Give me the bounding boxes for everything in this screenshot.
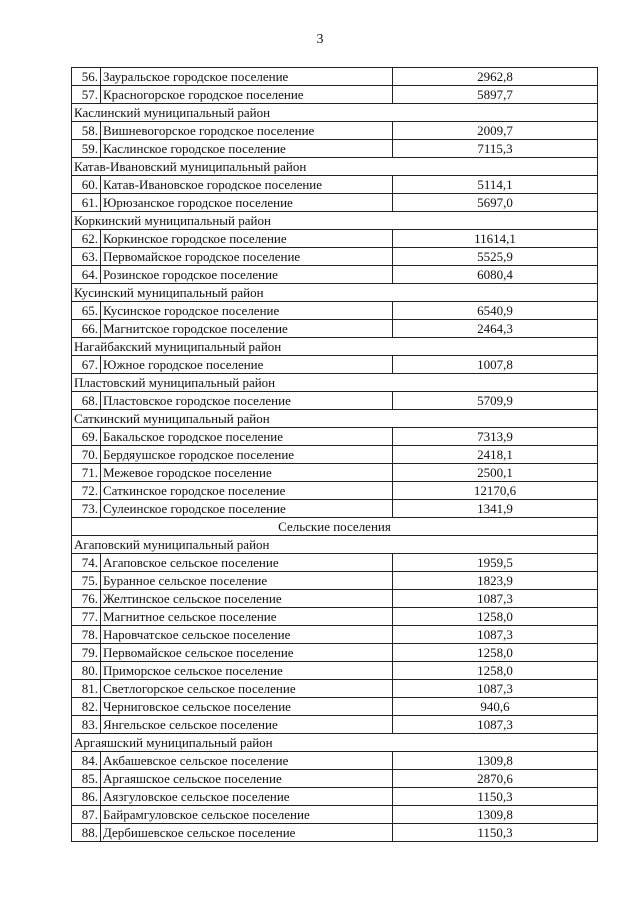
table-row: [72, 824, 598, 842]
row-number: 73.: [72, 500, 101, 518]
district-name: Катав-Ивановский муниципальный район: [72, 158, 598, 176]
district-name: Пластовский муниципальный район: [72, 374, 598, 392]
settlement-name: Аргаяшское сельское поселение: [101, 770, 393, 788]
amount-value: 940,6: [393, 698, 598, 716]
settlement-name: Бердяушское городское поселение: [101, 446, 393, 464]
row-number: 66.: [72, 320, 101, 338]
district-header-row: [72, 212, 598, 230]
amount-value: 11614,1: [393, 230, 598, 248]
row-number: 61.: [72, 194, 101, 212]
amount-value: 2962,8: [393, 68, 598, 86]
amount-value: 1959,5: [393, 554, 598, 572]
district-name: Коркинский муниципальный район: [72, 212, 598, 230]
amount-value: 12170,6: [393, 482, 598, 500]
row-number: 67.: [72, 356, 101, 374]
row-number: 75.: [72, 572, 101, 590]
table-row: [72, 86, 598, 104]
settlement-name: Каслинское городское поселение: [101, 140, 393, 158]
settlement-name: Южное городское поселение: [101, 356, 393, 374]
table-row: [72, 590, 598, 608]
table-row: [72, 644, 598, 662]
settlement-name: Янгельское сельское поселение: [101, 716, 393, 734]
page-number: 3: [316, 32, 324, 47]
amount-value: 1341,9: [393, 500, 598, 518]
amount-value: 1087,3: [393, 680, 598, 698]
amount-value: 7313,9: [393, 428, 598, 446]
row-number: 58.: [72, 122, 101, 140]
table-row: [72, 194, 598, 212]
row-number: 68.: [72, 392, 101, 410]
district-name: Аргаяшский муниципальный район: [72, 734, 598, 752]
amount-value: 1087,3: [393, 626, 598, 644]
table-body: [72, 68, 598, 842]
settlement-name: Зауральское городское поселение: [101, 68, 393, 86]
table-row: [72, 122, 598, 140]
amount-value: 6080,4: [393, 266, 598, 284]
amount-value: 5897,7: [393, 86, 598, 104]
district-header-row: [72, 536, 598, 554]
table-row: [72, 140, 598, 158]
table-row: [72, 482, 598, 500]
row-number: 72.: [72, 482, 101, 500]
row-number: 65.: [72, 302, 101, 320]
section-title: Сельские поселения: [72, 518, 598, 536]
table-row: [72, 572, 598, 590]
settlement-name: Черниговское сельское поселение: [101, 698, 393, 716]
table-row: [72, 68, 598, 86]
amount-value: 1258,0: [393, 644, 598, 662]
settlement-name: Магнитное сельское поселение: [101, 608, 393, 626]
amount-value: 2418,1: [393, 446, 598, 464]
row-number: 69.: [72, 428, 101, 446]
amount-value: 2464,3: [393, 320, 598, 338]
section-header-row: [72, 518, 598, 536]
settlement-name: Светлогорское сельское поселение: [101, 680, 393, 698]
table-row: [72, 266, 598, 284]
amount-value: 5114,1: [393, 176, 598, 194]
settlement-name: Акбашевское сельское поселение: [101, 752, 393, 770]
settlement-name: Катав-Ивановское городское поселение: [101, 176, 393, 194]
settlement-name: Кусинское городское поселение: [101, 302, 393, 320]
settlement-name: Байрамгуловское сельское поселение: [101, 806, 393, 824]
district-header-row: [72, 104, 598, 122]
row-number: 79.: [72, 644, 101, 662]
table-row: [72, 554, 598, 572]
amount-value: 1007,8: [393, 356, 598, 374]
table-row: [72, 392, 598, 410]
table-row: [72, 320, 598, 338]
row-number: 62.: [72, 230, 101, 248]
settlement-name: Магнитское городское поселение: [101, 320, 393, 338]
district-header-row: [72, 338, 598, 356]
settlement-name: Первомайское городское поселение: [101, 248, 393, 266]
amount-value: 7115,3: [393, 140, 598, 158]
amount-value: 5525,9: [393, 248, 598, 266]
district-name: Нагайбакский муниципальный район: [72, 338, 598, 356]
settlement-name: Коркинское городское поселение: [101, 230, 393, 248]
district-header-row: [72, 284, 598, 302]
district-name: Агаповский муниципальный район: [72, 536, 598, 554]
table-row: [72, 428, 598, 446]
settlement-name: Агаповское сельское поселение: [101, 554, 393, 572]
table-row: [72, 626, 598, 644]
table-row: [72, 464, 598, 482]
table-row: [72, 716, 598, 734]
table-row: [72, 446, 598, 464]
row-number: 82.: [72, 698, 101, 716]
amount-value: 1823,9: [393, 572, 598, 590]
settlement-name: Саткинское городское поселение: [101, 482, 393, 500]
table-row: [72, 176, 598, 194]
table-row: [72, 770, 598, 788]
district-header-row: [72, 158, 598, 176]
district-name: Каслинский муниципальный район: [72, 104, 598, 122]
row-number: 57.: [72, 86, 101, 104]
amount-value: 1087,3: [393, 590, 598, 608]
row-number: 86.: [72, 788, 101, 806]
settlement-name: Желтинское сельское поселение: [101, 590, 393, 608]
amount-value: 5697,0: [393, 194, 598, 212]
settlement-name: Вишневогорское городское поселение: [101, 122, 393, 140]
row-number: 88.: [72, 824, 101, 842]
table-row: [72, 788, 598, 806]
table-row: [72, 698, 598, 716]
settlement-name: Юрюзанское городское поселение: [101, 194, 393, 212]
amount-value: 2500,1: [393, 464, 598, 482]
settlement-name: Межевое городское поселение: [101, 464, 393, 482]
amount-value: 1258,0: [393, 662, 598, 680]
table-row: [72, 356, 598, 374]
row-number: 59.: [72, 140, 101, 158]
row-number: 76.: [72, 590, 101, 608]
row-number: 74.: [72, 554, 101, 572]
row-number: 85.: [72, 770, 101, 788]
settlement-name: Бакальское городское поселение: [101, 428, 393, 446]
row-number: 87.: [72, 806, 101, 824]
table-row: [72, 230, 598, 248]
amount-value: 1150,3: [393, 824, 598, 842]
settlement-name: Первомайское сельское поселение: [101, 644, 393, 662]
settlement-name: Красногорское городское поселение: [101, 86, 393, 104]
district-name: Саткинский муниципальный район: [72, 410, 598, 428]
row-number: 63.: [72, 248, 101, 266]
row-number: 83.: [72, 716, 101, 734]
district-header-row: [72, 734, 598, 752]
row-number: 71.: [72, 464, 101, 482]
amount-value: 1309,8: [393, 752, 598, 770]
table-row: [72, 662, 598, 680]
table-row: [72, 302, 598, 320]
amount-value: 1258,0: [393, 608, 598, 626]
row-number: 56.: [72, 68, 101, 86]
settlement-name: Приморское сельское поселение: [101, 662, 393, 680]
amount-value: 6540,9: [393, 302, 598, 320]
row-number: 84.: [72, 752, 101, 770]
amount-value: 5709,9: [393, 392, 598, 410]
amount-value: 1087,3: [393, 716, 598, 734]
row-number: 81.: [72, 680, 101, 698]
district-header-row: [72, 410, 598, 428]
row-number: 78.: [72, 626, 101, 644]
row-number: 64.: [72, 266, 101, 284]
table-row: [72, 500, 598, 518]
table-row: [72, 608, 598, 626]
table-row: [72, 752, 598, 770]
amount-value: 2870,6: [393, 770, 598, 788]
settlement-name: Дербишевское сельское поселение: [101, 824, 393, 842]
settlement-name: Наровчатское сельское поселение: [101, 626, 393, 644]
settlements-table: [71, 67, 598, 842]
row-number: 77.: [72, 608, 101, 626]
row-number: 70.: [72, 446, 101, 464]
settlement-name: Аязгуловское сельское поселение: [101, 788, 393, 806]
row-number: 60.: [72, 176, 101, 194]
amount-value: 2009,7: [393, 122, 598, 140]
amount-value: 1150,3: [393, 788, 598, 806]
district-name: Кусинский муниципальный район: [72, 284, 598, 302]
amount-value: 1309,8: [393, 806, 598, 824]
settlement-name: Буранное сельское поселение: [101, 572, 393, 590]
district-header-row: [72, 374, 598, 392]
table-row: [72, 680, 598, 698]
table-row: [72, 248, 598, 266]
settlement-name: Сулеинское городское поселение: [101, 500, 393, 518]
table-row: [72, 806, 598, 824]
settlement-name: Пластовское городское поселение: [101, 392, 393, 410]
settlement-name: Розинское городское поселение: [101, 266, 393, 284]
row-number: 80.: [72, 662, 101, 680]
